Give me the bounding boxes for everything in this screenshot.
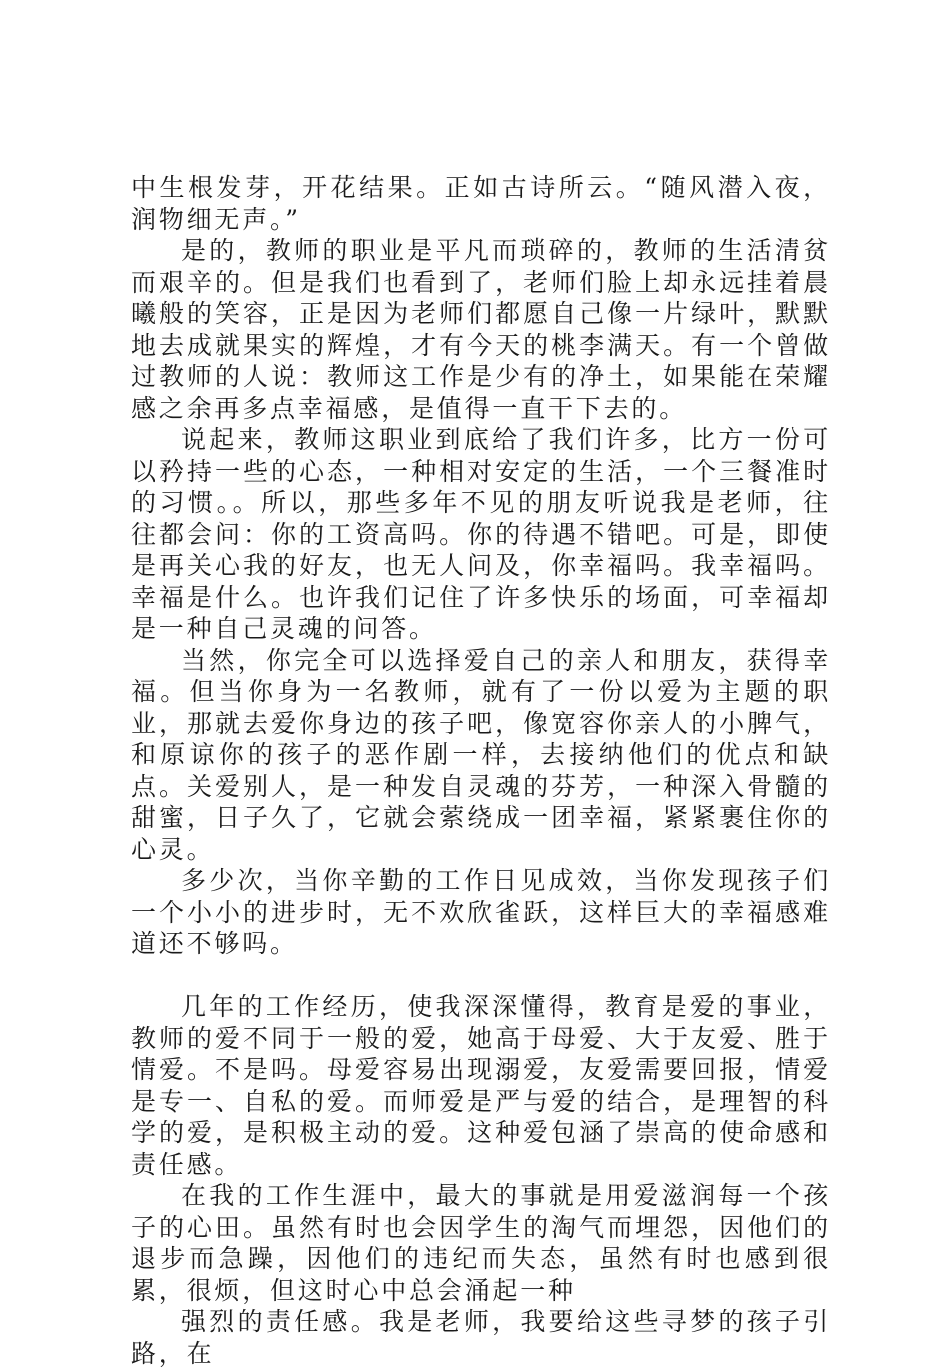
paragraph: 当然，你完全可以选择爱自己的亲人和朋友，获得幸福。但当你身为一名教师，就有了一份以爱为主题的职业，那就去爱你身边的孩子吧，像宽容你亲人的小脾气，和原谅你的孩子的恶作剧一样，去接纳他们的优点和缺点。关爱别人，是一种发自灵魂的芬芳，一种深入骨髓的甜蜜，日子久了，它就会萦绕成一团幸福，紧紧裹住你的心灵。 [131,645,831,864]
paragraph: 是的，教师的职业是平凡而琐碎的，教师的生活清贫而艰辛的。但是我们也看到了，老师们脸上却永远挂着晨曦般的笑容，正是因为老师们都愿自己像一片绿叶，默默地去成就果实的辉煌，才有今天的桃李满天。有一个曾做过教师的人说：教师这工作是少有的净土，如果能在荣耀感之余再多点幸福感，是值得一直干下去的。 [131,236,831,423]
paragraph: 几年的工作经历，使我深深懂得，教育是爱的事业，教师的爱不同于一般的爱，她高于母爱、大于友爱、胜于情爱。不是吗。母爱容易出现溺爱，友爱需要回报，情爱是专一、自私的爱。而师爱是严与爱的结合，是理智的科学的爱，是积极主动的爱。这种爱包涵了崇高的使命感和责任感。 [131,992,831,1179]
paragraph: 多少次，当你辛勤的工作日见成效，当你发现孩子们一个小小的进步时，无不欢欣雀跃，这样巨大的幸福感难道还不够吗。 [131,866,831,958]
paragraph: 强烈的责任感。我是老师，我要给这些寻梦的孩子引路，在 [131,1307,831,1368]
paragraph: 在我的工作生涯中，最大的事就是用爱滋润每一个孩子的心田。虽然有时也会因学生的淘气而埋怨，因他们的退步而急躁，因他们的违纪而失态，虽然有时也感到很累，很烦，但这时心中总会涌起一种 [131,1181,831,1305]
paragraph-spacer [131,960,831,992]
paragraph: 说起来，教师这职业到底给了我们许多，比方一份可以矜持一些的心态，一种相对安定的生活，一个三餐准时的习惯。。所以，那些多年不见的朋友听说我是老师，往往都会问：你的工资高吗。你的待遇不错吧。可是，即使是再关心我的好友，也无人问及，你幸福吗。我幸福吗。幸福是什么。也许我们记住了许多快乐的场面，可幸福却是一种自己灵魂的问答。 [131,425,831,643]
paragraph: 中生根发芽，开花结果。正如古诗所云。“随风潜入夜，润物细无声。” [131,173,831,234]
document-body [131,172,831,1369]
